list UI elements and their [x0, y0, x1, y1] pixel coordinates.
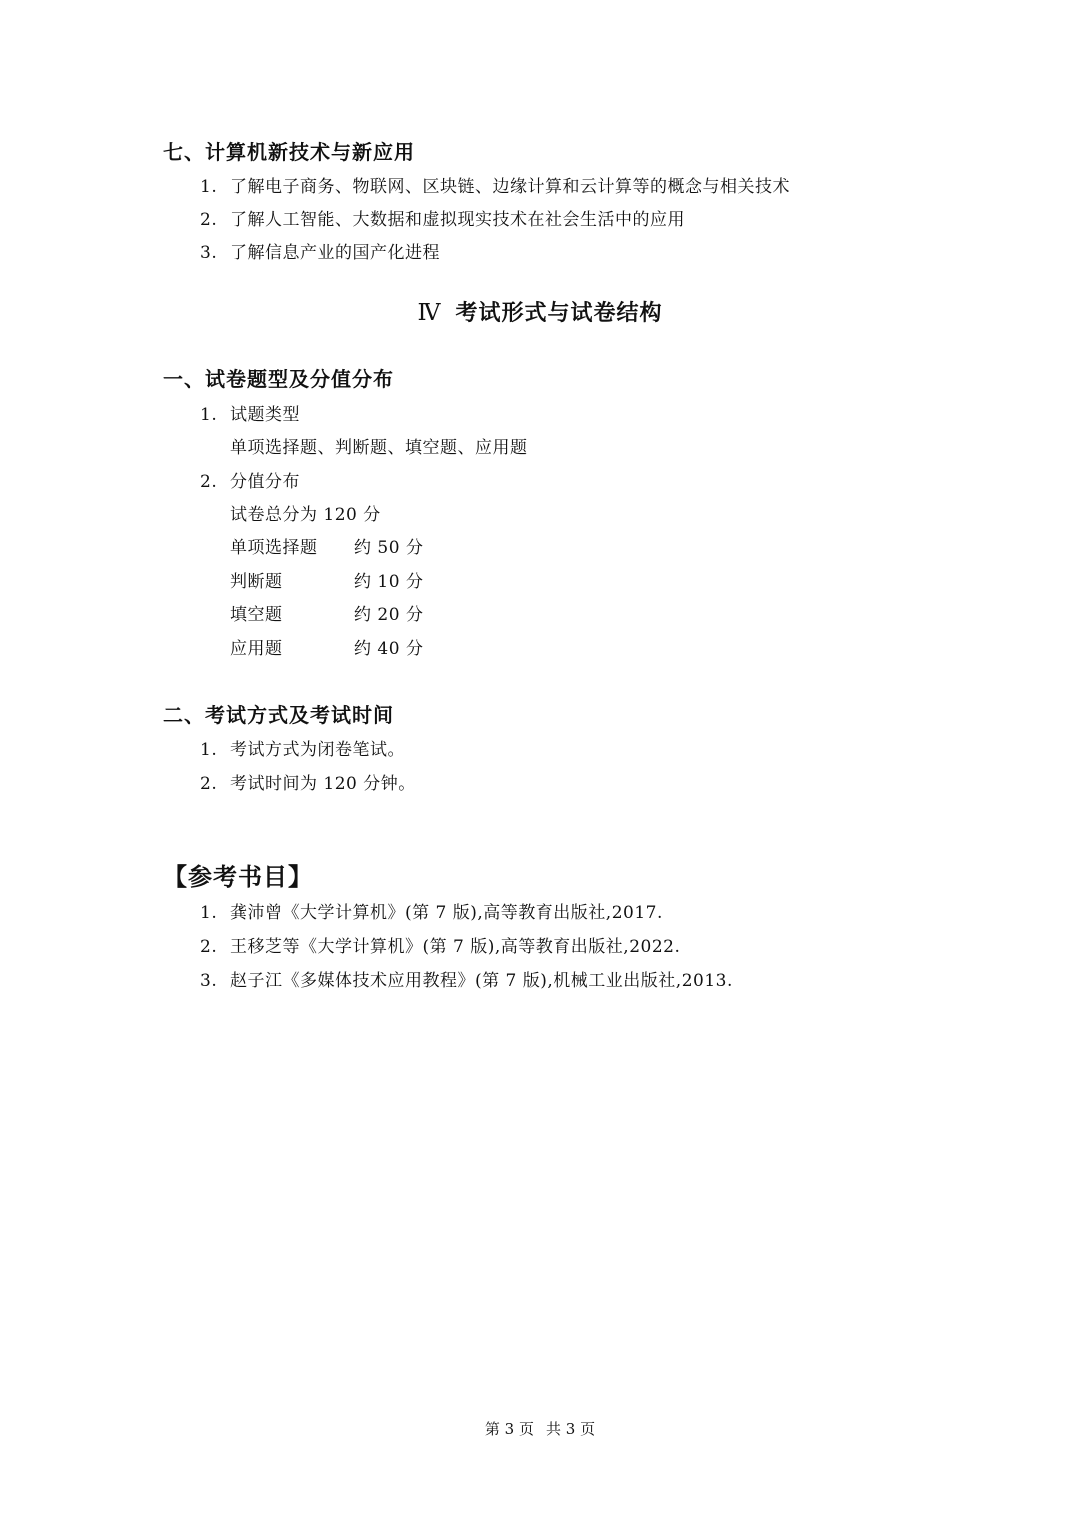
score-value: 约 20 分	[354, 605, 424, 625]
item-number: 2.	[200, 210, 218, 230]
item-text: 王移芝等《大学计算机》(第 7 版),高等教育出版社,2022.	[230, 937, 681, 957]
item-number: 2.	[200, 472, 218, 492]
item-text: 赵子江《多媒体技术应用教程》(第 7 版),机械工业出版社,2013.	[230, 971, 733, 991]
item-number: 2.	[200, 774, 218, 794]
item-number: 1.	[200, 405, 218, 425]
item-text: 了解人工智能、大数据和虚拟现实技术在社会生活中的应用	[230, 210, 685, 230]
item-number: 1.	[200, 177, 218, 197]
score-row	[230, 533, 423, 558]
section2-item-1	[200, 735, 405, 760]
question-types: 单项选择题、判断题、填空题、应用题	[230, 438, 528, 458]
item-number: 1.	[200, 903, 218, 923]
section1-heading: 一、试卷题型及分值分布	[163, 367, 394, 391]
reference-item	[200, 932, 680, 957]
section2-item-2	[200, 769, 416, 794]
item-label: 试题类型	[230, 405, 300, 425]
part-roman-numeral: Ⅳ	[417, 300, 442, 326]
section7-item-3	[200, 238, 440, 263]
score-value: 约 10 分	[354, 572, 424, 592]
section2-heading: 二、考试方式及考试时间	[163, 703, 394, 727]
total-pages: 共 3 页	[546, 1420, 596, 1438]
reference-item	[200, 898, 663, 923]
page-footer	[0, 1418, 1080, 1439]
item-text: 龚沛曾《大学计算机》(第 7 版),高等教育出版社,2017.	[230, 903, 663, 923]
item-number: 3.	[200, 971, 218, 991]
score-type: 判断题	[230, 572, 283, 592]
item-number: 2.	[200, 937, 218, 957]
score-type: 应用题	[230, 639, 283, 659]
item-label: 分值分布	[230, 472, 300, 492]
page-number: 第 3 页	[484, 1420, 534, 1438]
score-value: 约 40 分	[354, 639, 424, 659]
section1-item-1	[200, 400, 300, 425]
reference-item	[200, 966, 733, 991]
score-value: 约 50 分	[354, 538, 424, 558]
item-number: 1.	[200, 740, 218, 760]
section1-item-2	[200, 467, 300, 492]
score-row	[230, 567, 423, 592]
section7-item-1	[200, 172, 790, 197]
score-type: 填空题	[230, 605, 283, 625]
item-text: 了解电子商务、物联网、区块链、边缘计算和云计算等的概念与相关技术	[230, 177, 790, 197]
score-row	[230, 600, 423, 625]
total-score: 试卷总分为 120 分	[230, 505, 381, 525]
score-row	[230, 634, 423, 659]
part-title-text: 考试形式与试卷结构	[455, 301, 663, 326]
item-number: 3.	[200, 243, 218, 263]
score-type: 单项选择题	[230, 538, 318, 558]
item-text: 考试方式为闭卷笔试。	[230, 740, 405, 760]
part-iv-title	[0, 296, 1080, 327]
section7-item-2	[200, 205, 685, 230]
references-heading: 【参考书目】	[163, 863, 313, 891]
section7-heading: 七、计算机新技术与新应用	[163, 140, 415, 164]
item-text: 考试时间为 120 分钟。	[230, 774, 416, 794]
item-text: 了解信息产业的国产化进程	[230, 243, 440, 263]
